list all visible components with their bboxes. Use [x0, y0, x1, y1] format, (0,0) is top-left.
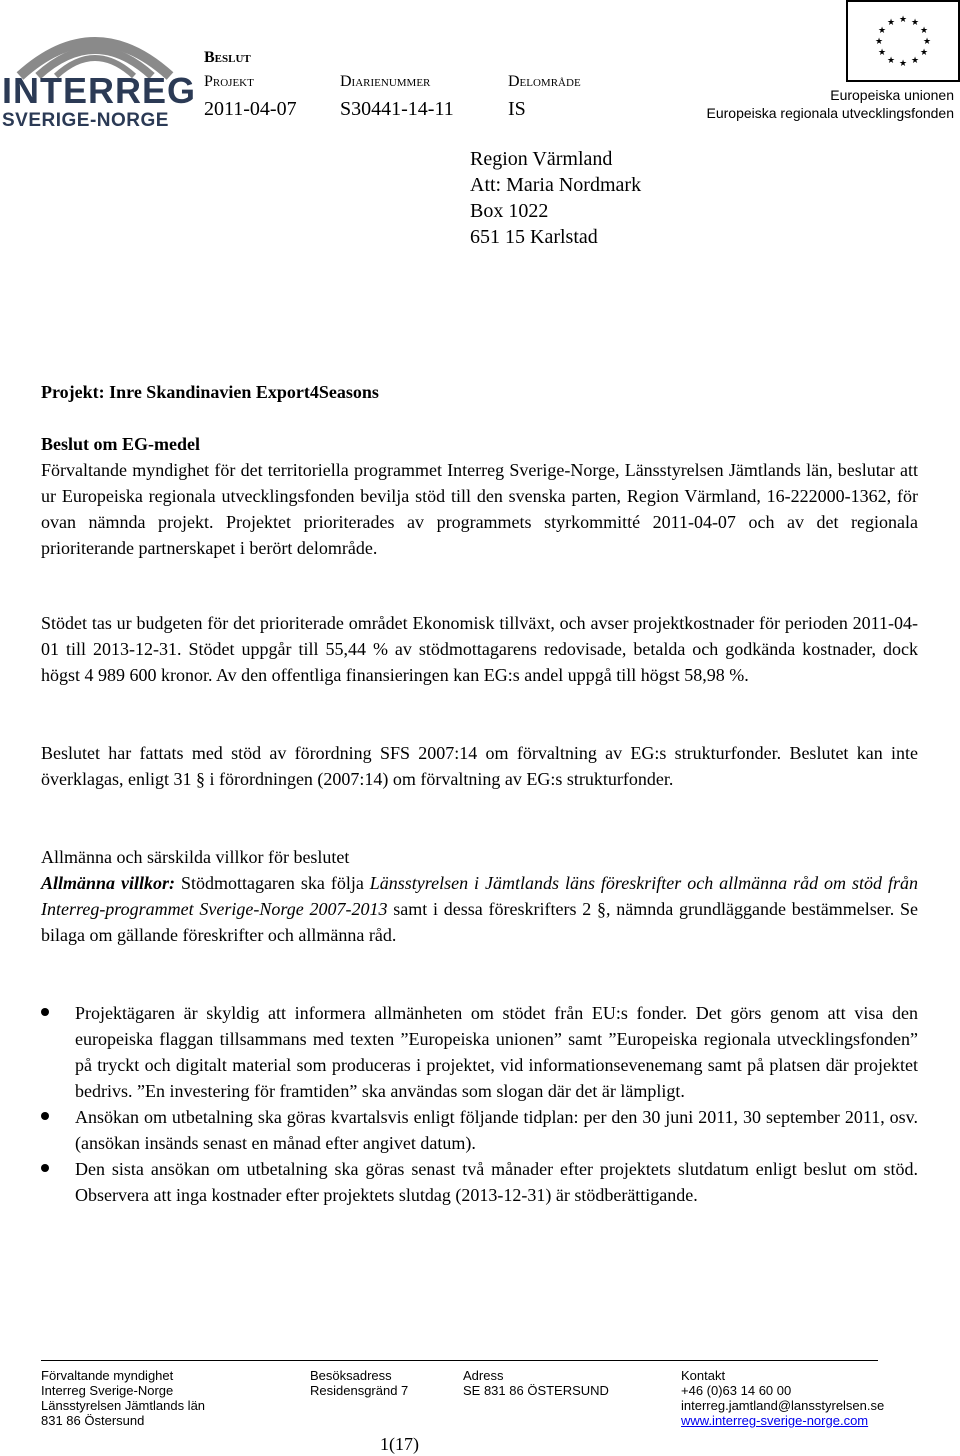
- svg-text:★: ★: [910, 17, 920, 27]
- svg-text:★: ★: [898, 14, 908, 24]
- conditions-paragraph: [41, 870, 918, 948]
- list-item: [41, 1104, 918, 1156]
- footer-text: Interreg Sverige-Norge: [41, 1383, 174, 1398]
- footer-email[interactable]: interreg.jamtland@lansstyrelsen.se: [681, 1398, 885, 1413]
- recipient-line-1: Region Värmland: [470, 148, 613, 170]
- header-date: 2011-04-07: [204, 98, 297, 120]
- logo-text-interreg: INTERREG: [2, 70, 197, 111]
- header-projekt-label: Projekt: [204, 73, 254, 90]
- eu-stars-icon: [848, 2, 958, 80]
- svg-text:★: ★: [886, 55, 896, 65]
- header-delomrade-label: Delområde: [508, 73, 581, 90]
- footer-visit-address: [310, 1368, 408, 1398]
- conditions-text-2: samt i dessa föreskrifters 2 §, nämnda grundläggande bestämmelser. Se bilaga om gällande föreskrifter och allmänna råd.: [41, 899, 918, 945]
- svg-text:★: ★: [874, 36, 884, 46]
- recipient-address: [470, 146, 641, 250]
- footer-text: Länsstyrelsen Jämtlands län: [41, 1398, 206, 1413]
- recipient-line-2: Att: Maria Nordmark: [470, 174, 642, 196]
- bullet-icon: [41, 1164, 49, 1172]
- footer-text: Residensgränd 7: [310, 1383, 409, 1398]
- recipient-line-4: 651 15 Karlstad: [470, 226, 598, 248]
- decision-heading: Beslut om EG-medel: [41, 434, 200, 454]
- decision-paragraph-3: Beslutet har fattats med stöd av förordning SFS 2007:14 om förvaltning av EG:s strukturfonder. Beslutet kan inte överklagas, enligt 31 § i förordningen (2007:14) om förvaltning av EG:s strukturfonder.: [41, 743, 918, 789]
- header-diarienummer: S30441-14-11: [340, 98, 454, 120]
- footer-authority: [41, 1368, 205, 1428]
- bullet-text: Projektägaren är skyldig att informera allmänheten om stödet från EU:s fonder. Det görs genom att visa den europeiska flaggan tillsammans med texten ”Europeiska unionen” samt ”Europeiska regionala utvecklingsfonden” på tryckt och digitalt material som produceras i projektet, vid informationsevenemang samt på platsen där projektet bedrivs. ”En investering för framtiden” ska användas som slogan där det är lämpligt.: [75, 1003, 918, 1101]
- bullet-icon: [41, 1008, 49, 1016]
- conditions-label: Allmänna villkor:: [41, 873, 175, 893]
- bullet-text: Ansökan om utbetalning ska göras kvartalsvis enligt följande tidplan: per den 30 juni 2011, 30 september 2011, osv. (ansökan insänds senast en månad efter angivet datum).: [75, 1107, 918, 1153]
- project-title: Projekt: Inre Skandinavien Export4Seasons: [41, 382, 379, 402]
- svg-text:★: ★: [919, 47, 929, 57]
- svg-text:★: ★: [922, 36, 932, 46]
- svg-text:★: ★: [877, 25, 887, 35]
- eu-label-union: Europeiska unionen: [830, 87, 954, 103]
- decision-section: [41, 431, 918, 561]
- conditions-regulation-title: Länsstyrelsen i Jämtlands läns föreskrifter och allmänna råd om stöd från Interreg-programmet Sverige-Norge 2007-2013: [41, 873, 918, 919]
- interreg-logo: [0, 18, 197, 131]
- bullet-icon: [41, 1112, 49, 1120]
- footer-website-link[interactable]: www.interreg-sverige-norge.com: [681, 1413, 869, 1428]
- svg-text:★: ★: [910, 55, 920, 65]
- svg-text:★: ★: [898, 58, 908, 68]
- footer-text: +46 (0)63 14 60 00: [681, 1383, 792, 1398]
- decision-paragraph-2: Stödet tas ur budgeten för det prioriterade området Ekonomisk tillväxt, och avser projektkostnader för perioden 2011-04-01 till 2013-12-31. Stödet uppgår till 55,44 % av stödmottagarens redovisade, betalda och godkända kostnader, dock högst 4 989 600 kronor. Av den offentliga finansieringen kan EG:s andel uppgå till högst 58,98 %.: [41, 613, 918, 685]
- svg-text:★: ★: [886, 17, 896, 27]
- logo-text-sverige-norge: SVERIGE-NORGE: [2, 110, 169, 131]
- recipient-line-3: Box 1022: [470, 200, 549, 222]
- eu-flag: [846, 0, 960, 82]
- svg-text:★: ★: [877, 47, 887, 57]
- svg-text:★: ★: [919, 25, 929, 35]
- footer-text: 831 86 Östersund: [41, 1413, 145, 1428]
- conditions-heading: Allmänna och särskilda villkor för beslutet: [41, 847, 350, 867]
- decision-paragraph-1: Förvaltande myndighet för det territoriella programmet Interreg Sverige-Norge, Länsstyrelsen Jämtlands län, beslutar att ur Europeiska regionala utvecklingsfonden bevilja stöd till den svenska parten, Region Värmland, 16-222000-1362, för ovan nämnda projekt. Projektet prioriterades av programmets styrkommitté 2011-04-07 och av det regionala prioriterande partnerskapet i berört delområde.: [41, 460, 918, 558]
- footer-text: SE 831 86 ÖSTERSUND: [463, 1383, 609, 1398]
- header-diarienummer-label: Diarienummer: [340, 73, 431, 90]
- conditions-text-1: Stödmottagaren ska följa: [174, 873, 370, 893]
- conditions-bullet-list: [41, 1000, 918, 1208]
- footer-text: Adress: [463, 1368, 504, 1383]
- footer-divider: [41, 1360, 878, 1361]
- header-delomrade: IS: [508, 98, 526, 120]
- footer-postal-address: [463, 1368, 609, 1398]
- list-item: [41, 1156, 918, 1208]
- footer-text: Besöksadress: [310, 1368, 392, 1383]
- bullet-text: Den sista ansökan om utbetalning ska göras senast två månader efter projektets slutdatum enligt beslut om stöd. Observera att inga kostnader efter projektets slutdag (2013-12-31) är stödberättigande.: [75, 1159, 918, 1205]
- footer-text: Förvaltande myndighet: [41, 1368, 174, 1383]
- list-item: [41, 1000, 918, 1104]
- eu-label-fund: Europeiska regionala utvecklingsfonden: [706, 105, 954, 121]
- header-beslut-label: Beslut: [204, 49, 251, 66]
- page-number: 1(17): [380, 1434, 419, 1454]
- conditions-section: [41, 844, 918, 948]
- footer-contact: [681, 1368, 884, 1428]
- footer-text: Kontakt: [681, 1368, 726, 1383]
